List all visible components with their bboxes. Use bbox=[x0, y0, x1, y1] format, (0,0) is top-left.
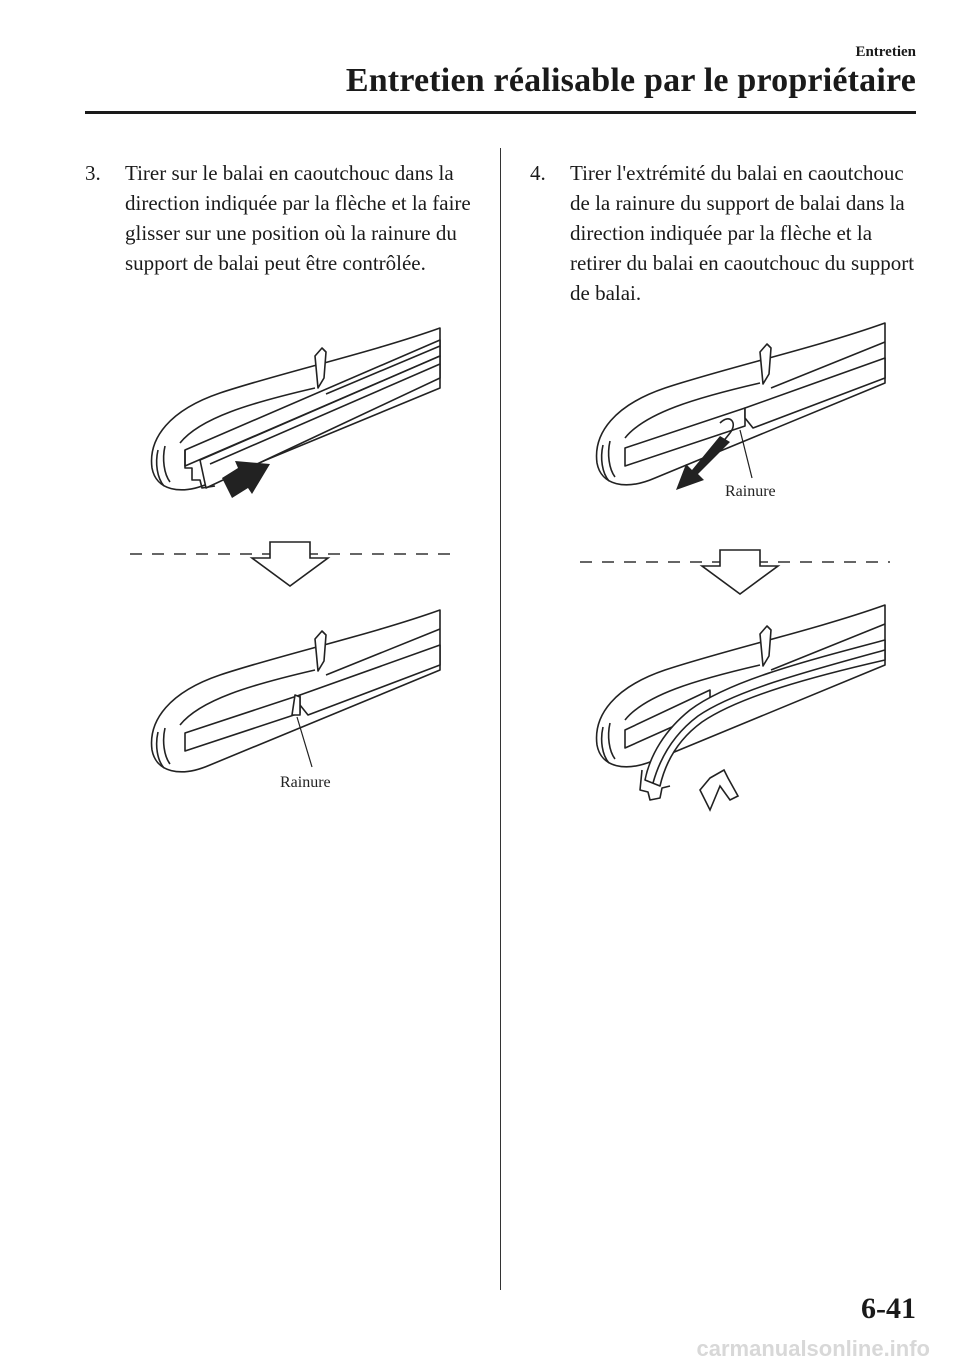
header-divider bbox=[85, 111, 916, 114]
figure-3-bottom-blade bbox=[140, 605, 460, 795]
page-title: Entretien réalisable par le propriétaire bbox=[345, 62, 916, 99]
arrow-icon bbox=[700, 770, 738, 810]
figure-4-top-blade bbox=[580, 318, 900, 508]
figure-4-transition bbox=[580, 548, 900, 598]
down-arrow-icon bbox=[702, 550, 778, 594]
section-name: Entretien bbox=[855, 44, 916, 60]
step-text: Tirer sur le balai en caoutchouc dans la direction indiquée par la flèche et la faire glisser sur une position où la rainure du support de balai peut être contrôlée. bbox=[125, 161, 471, 275]
watermark: carmanualsonline.info bbox=[696, 1336, 930, 1361]
figure-3-transition bbox=[130, 540, 450, 590]
step-number: 3. bbox=[85, 161, 101, 185]
groove-label: Rainure bbox=[725, 483, 776, 500]
down-arrow-icon bbox=[252, 542, 328, 586]
groove-label: Rainure bbox=[280, 774, 331, 791]
figure-3-top-blade bbox=[140, 318, 460, 508]
figure-4-bottom-blade bbox=[580, 600, 900, 820]
column-divider bbox=[500, 148, 501, 1290]
step-text: Tirer l'extrémité du balai en caoutchouc de la rainure du support de balai dans la direction indiquée par la flèche et la retirer du balai en caoutchouc du support de balai. bbox=[570, 161, 915, 305]
step-number: 4. bbox=[530, 161, 546, 185]
page-number: 6-41 bbox=[861, 1292, 916, 1325]
